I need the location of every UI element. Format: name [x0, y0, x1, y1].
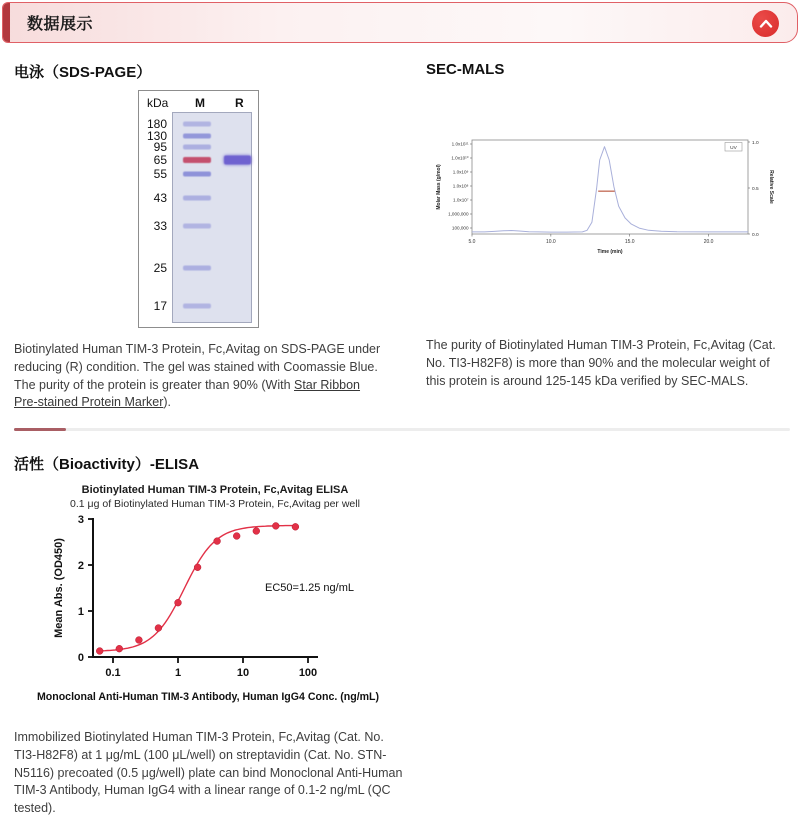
- gel-ladder-label: 17: [153, 299, 167, 313]
- svg-text:10.0: 10.0: [545, 239, 556, 245]
- svg-text:Monoclonal Anti-Human TIM-3 An: Monoclonal Anti-Human TIM-3 Antibody, Human IgG4 Conc. (ng/mL): [36, 691, 380, 703]
- collapse-section-button[interactable]: [752, 10, 779, 37]
- sds-page-gel-image: [138, 90, 259, 328]
- svg-text:EC50=1.25 ng/mL: EC50=1.25 ng/mL: [265, 582, 354, 594]
- gel-marker-band: [183, 304, 211, 309]
- gel-ladder-label: 65: [153, 153, 167, 167]
- sec-mals-chart: [430, 130, 798, 271]
- sds-page-section: [14, 61, 402, 412]
- svg-text:100: 100: [298, 667, 318, 679]
- svg-text:20.0: 20.0: [703, 239, 714, 245]
- elisa-chart-figure: [28, 484, 402, 717]
- elisa-description: Immobilized Biotinylated Human TIM-3 Protein, Fc,Avitag (Cat. No. TI3-H82F8) at 1 μg/mL (100 μL/well) on streptavidin (Cat. No. STN-N5116) precoated (0.5 μg/well) plate can bind Monoclonal Anti-Human TIM-3 Antibody, Human IgG4 with a linear range of 0.1-2 ng/mL (QC tested).: [14, 730, 403, 815]
- gel-ladder-label: 95: [153, 140, 167, 154]
- svg-text:15.0: 15.0: [624, 239, 635, 245]
- gel-lane-r-label: R: [235, 96, 244, 110]
- svg-text:2: 2: [77, 560, 84, 572]
- gel-marker-band: [183, 196, 211, 201]
- gel-marker-band: [183, 134, 211, 139]
- gel-marker-band: [183, 224, 211, 229]
- elisa-chart-title: Biotinylated Human TIM-3 Protein, Fc,Avitag ELISA: [81, 484, 349, 496]
- svg-text:1.0x10¹¹: 1.0x10¹¹: [451, 141, 469, 147]
- elisa-chart-svg: [28, 510, 402, 712]
- svg-text:Relative Scale: Relative Scale: [768, 170, 774, 204]
- svg-text:0.5: 0.5: [752, 186, 759, 192]
- gel-lane-m-label: M: [195, 96, 205, 110]
- svg-text:0: 0: [77, 652, 84, 664]
- gel-marker-band: [183, 122, 211, 127]
- elisa-chart-subtitle: 0.1 μg of Biotinylated Human TIM-3 Protein, Fc,Avitag per well: [70, 498, 360, 510]
- sec-mals-title: SEC-MALS: [426, 61, 505, 78]
- svg-text:Time (min): Time (min): [597, 249, 623, 255]
- svg-text:UV: UV: [730, 145, 737, 151]
- gel-marker-band: [183, 157, 211, 163]
- svg-text:1: 1: [77, 606, 84, 618]
- svg-text:0.1: 0.1: [105, 667, 121, 679]
- svg-text:Mean Abs. (OD450): Mean Abs. (OD450): [53, 538, 65, 638]
- svg-text:1.0x10⁹: 1.0x10⁹: [452, 169, 469, 175]
- svg-text:1.0x10⁸: 1.0x10⁸: [452, 183, 469, 189]
- gel-marker-band: [183, 266, 211, 271]
- svg-text:1.0x10¹⁰: 1.0x10¹⁰: [451, 155, 469, 161]
- gel-ladder-label: 55: [153, 167, 167, 181]
- svg-text:1,000,000: 1,000,000: [448, 211, 469, 217]
- svg-text:3: 3: [77, 514, 84, 526]
- gel-ladder-label: 180: [146, 117, 167, 131]
- sec-mals-section: [402, 61, 790, 412]
- elisa-section: [14, 453, 790, 818]
- svg-text:1.0: 1.0: [752, 140, 759, 146]
- gel-ladder-label: 130: [146, 129, 167, 143]
- gel-ladder-label: 33: [153, 219, 167, 233]
- sds-page-description: [14, 341, 386, 412]
- svg-text:5.0: 5.0: [468, 239, 476, 245]
- data-display-header: [2, 2, 798, 43]
- content-area: [0, 43, 800, 818]
- gel-kda-label: kDa: [147, 96, 169, 110]
- section-divider: [14, 428, 790, 431]
- chevron-up-icon: [753, 11, 779, 37]
- marker-product-link[interactable]: Star Ribbon Pre-stained Protein Marker: [14, 377, 361, 410]
- gel-ladder-label: 25: [153, 261, 167, 275]
- sec-mals-description: The purity of Biotinylated Human TIM-3 Protein, Fc,Avitag (Cat. No. TI3-H82F8) is more than 90% and the molecular weight of this protein is around 125-145 kDa verified by SEC-MALS.: [426, 338, 776, 388]
- divider-accent: [14, 428, 66, 431]
- svg-text:100,000: 100,000: [451, 225, 469, 231]
- gel-sample-band: [224, 156, 251, 165]
- svg-text:10: 10: [236, 667, 250, 679]
- page-title: 数据展示: [27, 16, 94, 33]
- description-text: Biotinylated Human TIM-3 Protein, Fc,Avitag on SDS-PAGE under reducing (R) condition. The gel was stained with Coomassie Blue. The purity of the protein is greater than 90% (With: [14, 342, 381, 392]
- gel-marker-band: [183, 172, 211, 177]
- gel-ladder-label: 43: [153, 191, 167, 205]
- gel-marker-band: [183, 145, 211, 150]
- sec-mals-chart-svg: [430, 130, 798, 266]
- elisa-title: 活性（Bioactivity）-ELISA: [14, 456, 200, 473]
- header-accent-bar: [3, 3, 10, 42]
- description-text: ).: [163, 395, 172, 410]
- sds-page-title: 电泳（SDS-PAGE）: [14, 64, 152, 81]
- svg-text:0.0: 0.0: [752, 232, 759, 238]
- svg-text:1.0x10⁷: 1.0x10⁷: [453, 197, 469, 203]
- svg-text:1: 1: [174, 667, 182, 679]
- svg-text:Molar Mass (g/mol): Molar Mass (g/mol): [436, 164, 442, 210]
